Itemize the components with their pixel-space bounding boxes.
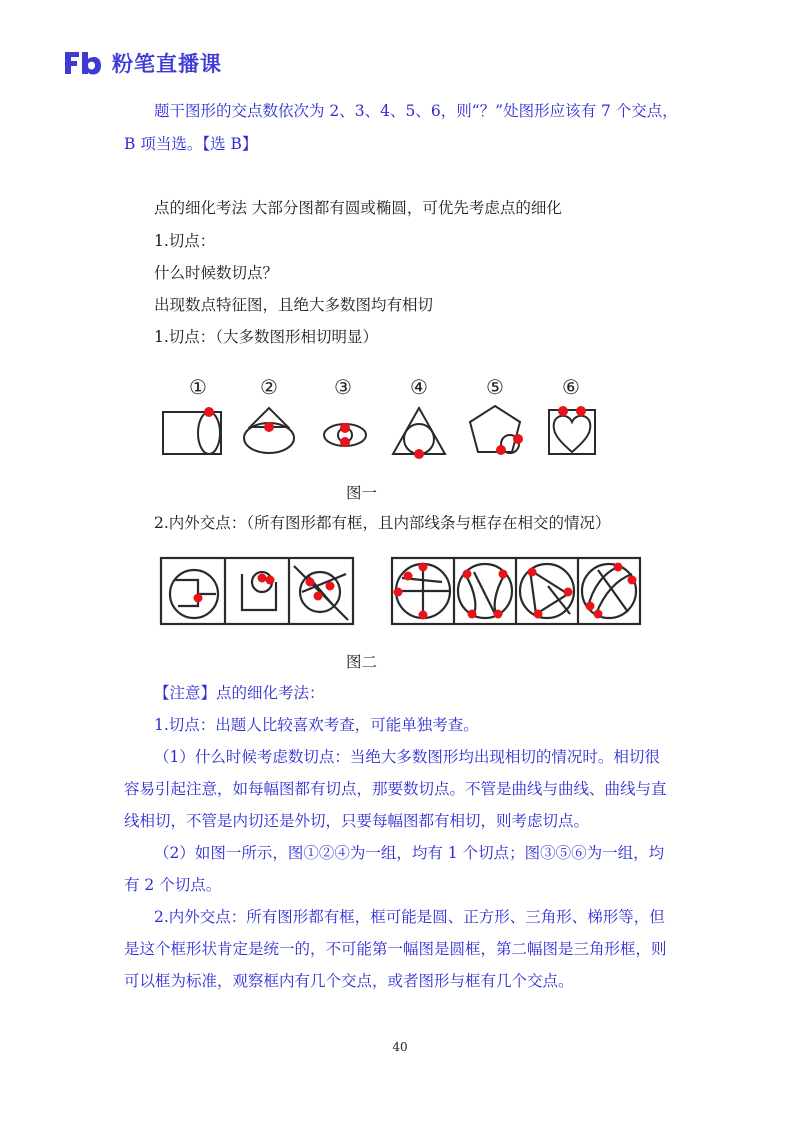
text-line: 线相切，不管是内切还是外切，只要每幅图都有相切，则考虑切点。	[124, 812, 590, 830]
figure-1-tangent-points	[150, 370, 620, 470]
text-line: 2.内外交点：所有图形都有框，框可能是圆、正方形、三角形、梯形等，但	[154, 908, 665, 926]
text-line: 出现数点特征图，且绝大多数图均有相切	[154, 296, 434, 314]
note-heading: 【注意】点的细化考法：	[154, 684, 325, 702]
text-line: （1）什么时候考虑数切点：当绝大多数图形均出现相切的情况时。相切很	[154, 748, 660, 766]
text-line: B 项当选。【选 B】	[124, 135, 258, 153]
brand-name: 粉笔直播课	[112, 52, 222, 76]
figure-label: ③	[334, 375, 352, 399]
text-line: 题干图形的交点数依次为 2、3、4、5、6，则“？”处图形应该有 7 个交点，	[154, 102, 678, 120]
text-line: 什么时候数切点？	[154, 264, 279, 282]
text-line: 容易引起注意，如每幅图都有切点，那要数切点。不管是曲线与曲线、曲线与直	[124, 780, 667, 798]
figure-label: ①	[189, 375, 207, 399]
text-line: 1.切点：（大多数图形相切明显）	[154, 328, 379, 346]
figure-label: ⑥	[562, 375, 580, 399]
fb-logo-icon	[62, 49, 102, 77]
text-line: 是这个框形状肯定是统一的，不可能第一幅图是圆框，第二幅图是三角形框，则	[124, 940, 667, 958]
figure-2-intersection-points	[158, 552, 648, 632]
text-line: 可以框为标准，观察框内有几个交点，或者图形与框有几个交点。	[124, 972, 574, 990]
text-line: 2.内外交点：（所有图形都有框，且内部线条与框存在相交的情况）	[154, 514, 611, 532]
text-line: 有 2 个切点。	[124, 876, 222, 894]
brand-logo	[62, 48, 222, 78]
section-heading: 点的细化考法 大部分图都有圆或椭圆，可优先考虑点的细化	[154, 199, 562, 217]
figure-1-caption: 图一	[346, 484, 378, 502]
figure-label: ⑤	[486, 375, 504, 399]
text-line: （2）如图一所示，图①②④为一组，均有 1 个切点；图③⑤⑥为一组，均	[154, 844, 665, 862]
text-line: 1.切点：	[154, 232, 216, 250]
figure-label: ②	[260, 375, 278, 399]
figure-2-caption: 图二	[346, 653, 378, 671]
text-line: 1.切点：出题人比较喜欢考查，可能单独考查。	[154, 716, 479, 734]
figure-label: ④	[410, 375, 428, 399]
page-number: 40	[392, 1040, 408, 1054]
